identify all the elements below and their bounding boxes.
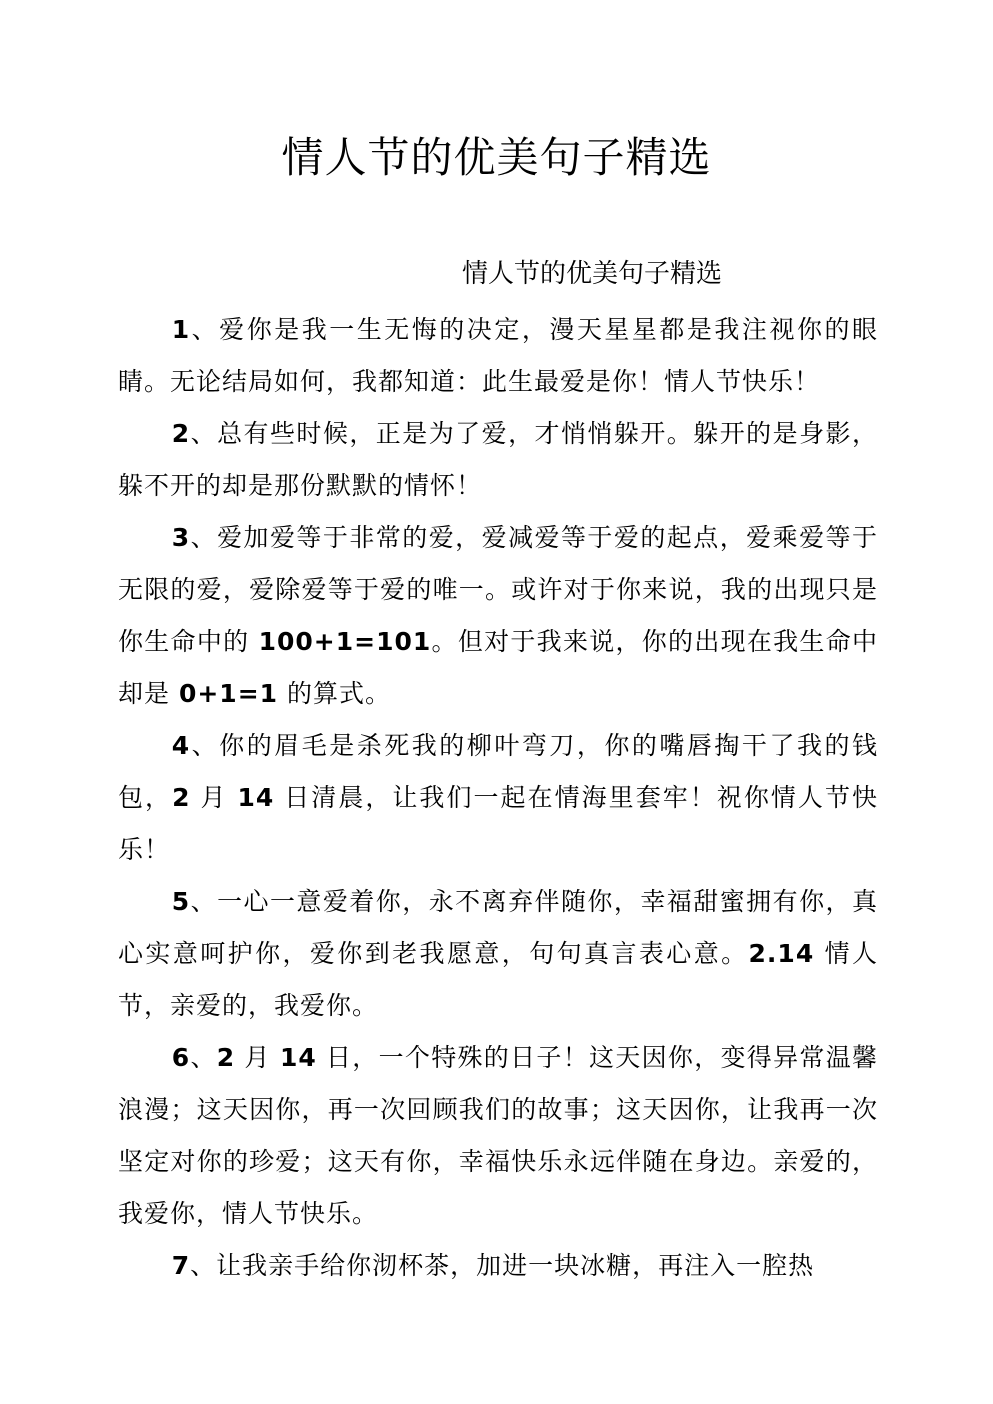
page-title: 情人节的优美句子精选 (281, 133, 712, 182)
section-title: 情人节的优美句子精选 (462, 259, 723, 289)
paragraph-2: 2、总有些时候，正是为了爱，才悄悄躲开。躲开的是身影，躲不开的却是那份默默的情怀！ (118, 419, 878, 500)
paragraph-6: 6、2 月 14 日，一个特殊的日子！这天因你，变得异常温馨浪漫；这天因你，再一次回顾我们的故事；这天因你，让我再一次坚定对你的珍爱；这天有你，幸福快乐永远伴随在身边。亲爱的，我爱你，情人节快乐。 (118, 1043, 878, 1228)
article-body (118, 304, 878, 1292)
paragraph-7: 7、让我亲手给你沏杯茶，加进一块冰糖，再注入一腔热 (171, 1251, 815, 1280)
paragraph-5: 5、一心一意爱着你，永不离弃伴随你，幸福甜蜜拥有你，真心实意呵护你，爱你到老我愿意，句句真言表心意。2.14 情人节，亲爱的，我爱你。 (118, 887, 878, 1020)
paragraph-1: 1、爱你是我一生无悔的决定，漫天星星都是我注视你的眼睛。无论结局如何，我都知道：此生最爱是你！情人节快乐！ (118, 315, 878, 396)
paragraph-3: 3、爱加爱等于非常的爱，爱减爱等于爱的起点，爱乘爱等于无限的爱，爱除爱等于爱的唯一。或许对于你来说，我的出现只是你生命中的 100+1=101。但对于我来说，你的出现在我生命中却是 0+1=1 的算式。 (118, 523, 878, 708)
paragraph-4: 4、你的眉毛是杀死我的柳叶弯刀，你的嘴唇掏干了我的钱包，2 月 14 日清晨，让我们一起在情海里套牢！祝你情人节快乐！ (118, 731, 878, 864)
